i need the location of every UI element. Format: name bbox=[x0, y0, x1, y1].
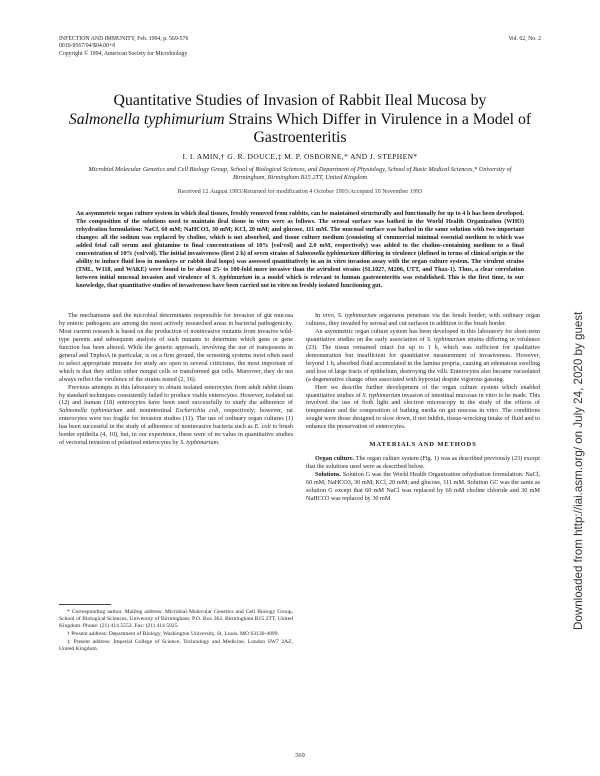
methods-solutions bbox=[306, 471, 540, 503]
intro-paragraph-4 bbox=[306, 328, 540, 384]
intro-p4-text-b: strains differing in virulence (23). The tissue remained intact for up to 1 h, which was sufficient for qualitative demonstration but insufficient for quantitative measurement of invasiveness. However, beyond 1 h, absorbed fluid accumulated in the lamina propria, causing an edematous swelling and loss of large tracts of epithelium, destroying the villi. Enterocytes also became vacuolated (a degenerative change often associated with hypoxia) despite vigorous gassing. bbox=[306, 335, 541, 383]
intro-p5-organism: S. typhimurium bbox=[362, 391, 401, 399]
intro-p2-organism-3: E. coli bbox=[254, 423, 271, 431]
intro-p5-text-b: invasion of intestinal mucosae in vitro to be made. This involved the use of both light and electron microscopy in the study of the effects of temperature and the composition of bathing media on gut mucosa in vitro. The conditions sought were those designed to slow down, if not inhibit, tissue-wrecking intake of fluid and to enhance the preservation of enterocytes. bbox=[306, 391, 540, 431]
intro-paragraph-2 bbox=[59, 384, 293, 448]
organ-culture-text: The organ culture system (Fig. 1) was as described previously (23) except that the solutions used were as described below. bbox=[306, 455, 540, 471]
intro-p2-organism-1: Salmonella typhimurium bbox=[59, 407, 123, 415]
title-organism: Salmonella typhimurium bbox=[68, 110, 225, 128]
author-list: I. I. AMIN,† G. R. DOUCE,‡ M. P. OSBORNE,* AND J. STEPHEN* bbox=[182, 152, 418, 161]
footnote-present-address-1: † Present address: Department of Biology, Washington University, St. Louis, MO 63130-4899. bbox=[67, 631, 279, 638]
journal-code: 0019-9567/94/$04.00+0 bbox=[59, 43, 116, 50]
title-part-1: Quantitative Studies of Invasion of Rabbit Ileal Mucosa by bbox=[113, 92, 487, 109]
intro-paragraph-5 bbox=[306, 384, 540, 432]
solutions-heading: Solutions. bbox=[315, 471, 341, 479]
abstract-part-1: An asymmetric organ culture system in which ileal tissues, freshly removed from rabbits, can be maintained structurally and functionally for up to 4 h has been developed. The composition of the solutions used to maintain ileal tissue in vitro were as follows. The serosal surface was bathed in the World Health Organization (WHO) rehydration formulation: NaCl, 60 mM; NaHCO3, 30 mM; KCl, 20 mM; and glucose, 111 mM. The mucosal surface was bathed in the same solution with two important changes: all the sodium was replaced by choline, which is not absorbed, and tissue culture medium (consisting of commercial minimal essential medium to which was added fetal calf serum and glutamine to final concentrations of 10% [vol/vol] and 2.0 mM, respectively) was added to the choline-containing medium to a final concentration of 10% (vol/vol). The initial invasiveness (first 2 h) of seven strains of bbox=[76, 211, 524, 258]
intro-p3-text-b: organisms penetrate via the brush border; with ordinary organ cultures, they invaded by serosal and cut surfaces in addition to the brush border. bbox=[306, 312, 541, 327]
body-column-right bbox=[306, 312, 540, 503]
volume-number: Vol. 62, No. 2 bbox=[508, 36, 541, 42]
abstract-organism-1: Salmonella typhimurium bbox=[296, 251, 360, 258]
intro-p2-text-a: Previous attempts in this laboratory to obtain isolated enterocytes from adult rabbit ileum by standard techniques consistently failed to produce viable enterocytes. However, isolated rat (12) and human (18) enterocytes have been used successfully to study the adherence of bbox=[59, 383, 293, 407]
download-watermark: Downloaded from http://iai.asm.org/ on July 24, 2020 by guest bbox=[572, 311, 585, 630]
intro-p2-text-b: and nonintestinal bbox=[122, 407, 176, 415]
solutions-text: Solution G was the World Health Organization rehydration formulation: NaCl, 60 mM; NaHCO3, 30 mM; KCl, 20 mM; and glucose, 111 mM. Solution GC was the same as solution G except that 60 mM NaCl was replaced by 60 mM choline chloride and 30 mM NaHCO3 was replaced by 30 mM bbox=[306, 471, 540, 503]
intro-p5-text-a: Here we describe further development of the organ culture system which enabled quantitative studies of bbox=[306, 383, 540, 399]
organ-culture-heading: Organ culture. bbox=[315, 455, 355, 463]
intro-p2-text-e: . bbox=[217, 439, 220, 447]
footnote-corresponding-author: * Corresponding author. Mailing address: Microbial Molecular Genetics and Cell Biology Group, School of Biological Sciences, University of Birmingham, P.O. Box 363, Birmingham B15 2TT, United Kingdom. Phone: (21) 414 5553. Fax: (21) 414 5925. bbox=[59, 609, 293, 630]
journal-header bbox=[59, 36, 188, 58]
intro-p4-organism: S. typhimurium bbox=[426, 335, 466, 343]
intro-p4-text-a: An asymmetric organ culture system has been developed in this laboratory for short-term quantitative studies on the early association of bbox=[306, 327, 540, 343]
intro-p2-organism-2: Escherichia coli bbox=[175, 407, 219, 415]
intro-p3-organism: S. typhimurium bbox=[337, 312, 377, 319]
abstract-part-2: differing in virulence (defined in terms of clinical origin or the ability to induce fluid loss in monkeys or rabbit ileal loops) was assessed quantitatively in an in vitro invasion assay with the organ culture system. The virulent strains (TML, W118, and WAKE) were found to be about 25- to 100-fold more invasive than the avirulent strains (SL1027, M206, UTT, and Thax-1). Thus, a clear correlation between initial mucosal invasion and virulence of bbox=[76, 251, 524, 282]
intro-paragraph-1: The mechanisms and the microbial determinants responsible for invasion of gut mucosa by enteric pathogens are among the most actively researched areas in bacterial pathogenicity. Most current research is based on the production of noninvasive mutants from invasive wild-type parents and subsequent analysis of such mutants to determine which gene or gene function has been altered. While the genetic approach, involving the use of transposons in general and TnphoA in particular, is on a firm ground, the screening systems most often used to select appropriate mutants for study are open to several criticisms, the most important of which is that they utilize either nongut cells or transformed gut cells. Moreover, they do not always reflect the virulence of the strains tested (2, 16). bbox=[59, 312, 293, 383]
intro-p2-text-c: , respectively; however, rat enterocytes were too fragile for invasion studies (11). The use of ordinary organ cultures (1) has been successful in the study of adherence of noninvasive bacteria such as bbox=[59, 407, 293, 431]
intro-p2-text-d: to brush border epithelia (4, 10), but, in our experience, these were of no value in quantitative studies of vectorial invasion of polarized enterocytes by bbox=[59, 423, 294, 447]
author-affiliation: Microbial Molecular Genetics and Cell Biology Group, School of Biological Sciences, and Department of Physiology, School of Basic Medical Sciences,* University of Birmingham, Birmingham B15 2TT, United Kingdom bbox=[88, 166, 512, 182]
journal-citation: INFECTION AND IMMUNITY, Feb. 1994, p. 569-576 bbox=[59, 36, 189, 42]
footnotes bbox=[59, 604, 293, 655]
page-number: 569 bbox=[295, 752, 305, 759]
intro-p3-text-a: In vivo, bbox=[315, 312, 338, 319]
abstract-organism-2: S. typhimurium bbox=[211, 275, 253, 282]
abstract-part-3: in a model which is relevant to human gastroenteritis was established. This is the first time, to our knowledge, that quantitative studies of invasiveness have been carried out in vitro on freshly isolated functioning gut. bbox=[76, 275, 524, 290]
section-heading-methods: MATERIALS AND METHODS bbox=[369, 441, 477, 449]
copyright-line: Copyright © 1994, American Society for Microbiology bbox=[59, 50, 188, 57]
title-part-2: Strains Which Differ in Virulence in a Model of Gastroenteritis bbox=[224, 110, 532, 147]
footnote-rule bbox=[59, 604, 111, 605]
intro-p2-organism-4: S. typhimurium bbox=[180, 439, 218, 447]
received-dates: Received 12 August 1993/Returned for modification 4 October 1993/Accepted 10 November 1993 bbox=[177, 188, 423, 195]
intro-paragraph-3 bbox=[306, 312, 540, 328]
footnote-present-address-2: ‡ Present address: Imperial College of Science, Technology and Medicine, London SW7 2AZ, United Kingdom. bbox=[59, 639, 293, 653]
article-title bbox=[60, 92, 540, 148]
abstract bbox=[76, 210, 524, 290]
methods-organ-culture bbox=[306, 455, 540, 471]
body-column-left bbox=[59, 312, 293, 447]
